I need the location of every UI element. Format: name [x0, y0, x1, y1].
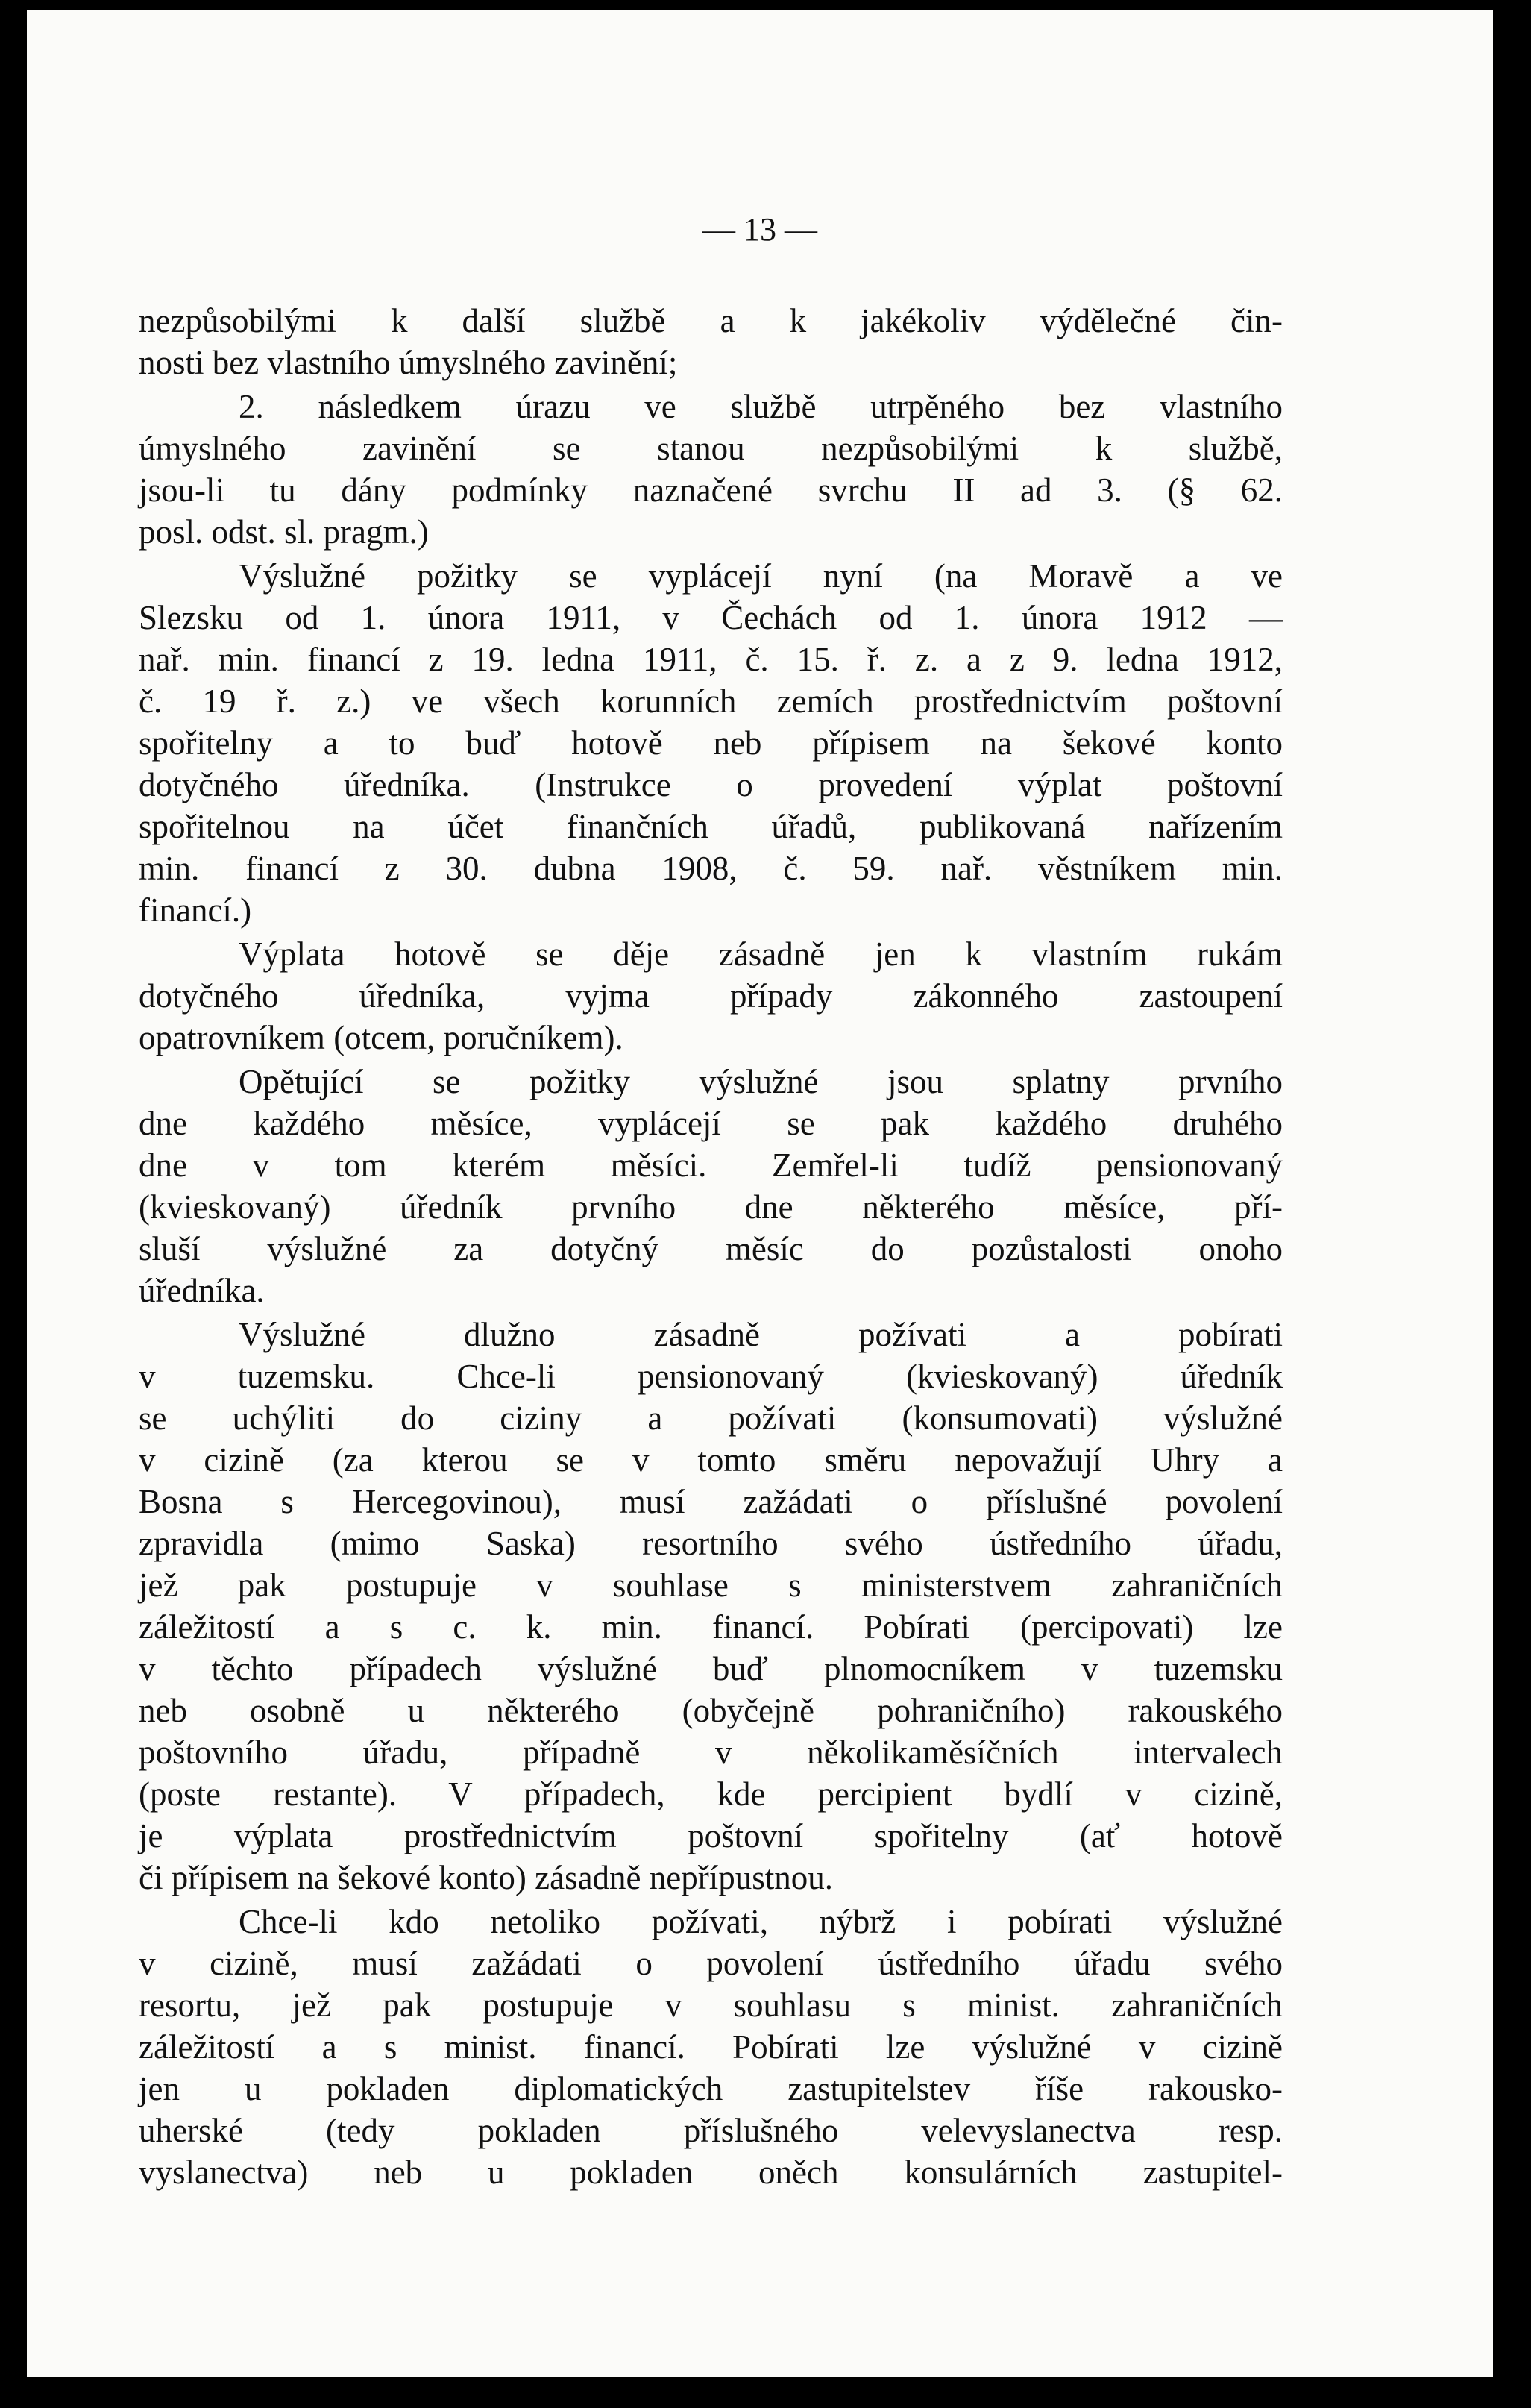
text-line: v těchto případech výslužné buď plnomocníkem v tuzemsku [139, 1650, 1283, 1687]
paragraph [139, 933, 1283, 1059]
body-text [139, 300, 1283, 2195]
text-line: úředníka. [139, 1272, 265, 1309]
text-line: úmyslného zavinění se stanou nezpůsobilými k službě, [139, 430, 1283, 467]
page-number: — 13 — [702, 211, 817, 248]
paragraph [139, 1901, 1283, 2193]
text-line: Slezsku od 1. února 1911, v Čechách od 1. února 1912 — [139, 599, 1283, 636]
text-line: opatrovníkem (otcem, poručníkem). [139, 1019, 623, 1056]
text-line: se uchýliti do ciziny a požívati (konsumovati) výslužné [139, 1399, 1283, 1437]
paragraph [139, 1061, 1283, 1311]
paragraph [139, 300, 1283, 383]
text-line: resortu, jež pak postupuje v souhlasu s minist. zahraničních [139, 1987, 1283, 2024]
text-line: Bosna s Hercegovinou), musí zažádati o příslušné povolení [139, 1483, 1283, 1520]
text-line: je výplata prostřednictvím poštovní spořitelny (ať hotově [139, 1817, 1283, 1854]
text-line: spořitelnou na účet finančních úřadů, publikovaná nařízením [139, 808, 1283, 845]
text-line: v tuzemsku. Chce-li pensionovaný (kvieskovaný) úředník [139, 1358, 1283, 1395]
text-line: dotyčného úředníka, vyjma případy zákonného zastoupení [139, 977, 1283, 1015]
text-line: v cizině, musí zažádati o povolení ústředního úřadu svého [139, 1945, 1283, 1982]
text-line: poštovního úřadu, případně v několikaměsíčních intervalech [139, 1734, 1283, 1771]
text-line: spořitelny a to buď hotově neb přípisem na šekové konto [139, 724, 1283, 762]
paragraph [139, 386, 1283, 553]
text-line: či přípisem na šekové konto) zásadně nepřípustnou. [139, 1859, 834, 1896]
text-line: jen u pokladen diplomatických zastupitelstev říše rakousko- [139, 2070, 1283, 2107]
text-line: posl. odst. sl. pragm.) [139, 513, 429, 551]
text-line: (poste restante). V případech, kde percipient bydlí v cizině, [139, 1775, 1283, 1813]
text-line: (kvieskovaný) úředník prvního dne některého měsíce, pří- [139, 1188, 1283, 1226]
text-line: Chce-li kdo netoliko požívati, nýbrž i pobírati výslužné [239, 1903, 1283, 1940]
text-line: dne v tom kterém měsíci. Zemřel-li tudíž pensionovaný [139, 1147, 1283, 1184]
document-page [27, 10, 1493, 2377]
text-line: jež pak postupuje v souhlase s ministerstvem zahraničních [139, 1567, 1283, 1604]
text-line: nosti bez vlastního úmyslného zavinění; [139, 344, 678, 381]
paragraph [139, 555, 1283, 931]
text-line: Výplata hotově se děje zásadně jen k vlastním rukám [239, 935, 1283, 973]
text-line: dne každého měsíce, vyplácejí se pak každého druhého [139, 1105, 1283, 1142]
text-line: Výslužné dlužno zásadně požívati a pobírati [239, 1316, 1283, 1353]
text-line: sluší výslužné za dotyčný měsíc do pozůstalosti onoho [139, 1230, 1283, 1267]
text-line: záležitostí a s c. k. min. financí. Pobírati (percipovati) lze [139, 1608, 1283, 1646]
text-line: záležitostí a s minist. financí. Pobírati lze výslužné v cizině [139, 2028, 1283, 2066]
text-line: dotyčného úředníka. (Instrukce o provedení výplat poštovní [139, 766, 1283, 803]
text-line: min. financí z 30. dubna 1908, č. 59. nař. věstníkem min. [139, 850, 1283, 887]
paragraph [139, 1314, 1283, 1899]
text-line: v cizině (za kterou se v tomto směru nepovažují Uhry a [139, 1441, 1283, 1479]
text-line: jsou-li tu dány podmínky naznačené svrchu II ad 3. (§ 62. [139, 471, 1283, 509]
text-line: Opětující se požitky výslužné jsou splatny prvního [239, 1063, 1283, 1100]
text-line: nař. min. financí z 19. ledna 1911, č. 15. ř. z. a z 9. ledna 1912, [139, 641, 1283, 678]
text-line: vyslanectva) neb u pokladen oněch konsulárních zastupitel- [139, 2154, 1283, 2191]
text-line: uherské (tedy pokladen příslušného velevyslanectva resp. [139, 2112, 1283, 2149]
text-line: Výslužné požitky se vyplácejí nyní (na Moravě a ve [239, 557, 1283, 595]
text-line: zpravidla (mimo Saska) resortního svého ústředního úřadu, [139, 1525, 1283, 1562]
text-line: nezpůsobilými k další službě a k jakékoliv výdělečné čin- [139, 302, 1283, 339]
text-line: financí.) [139, 891, 252, 929]
text-line: č. 19 ř. z.) ve všech korunních zemích prostřednictvím poštovní [139, 683, 1283, 720]
text-line: 2. následkem úrazu ve službě utrpěného bez vlastního [239, 388, 1283, 425]
text-line: neb osobně u některého (obyčejně pohraničního) rakouského [139, 1692, 1283, 1729]
